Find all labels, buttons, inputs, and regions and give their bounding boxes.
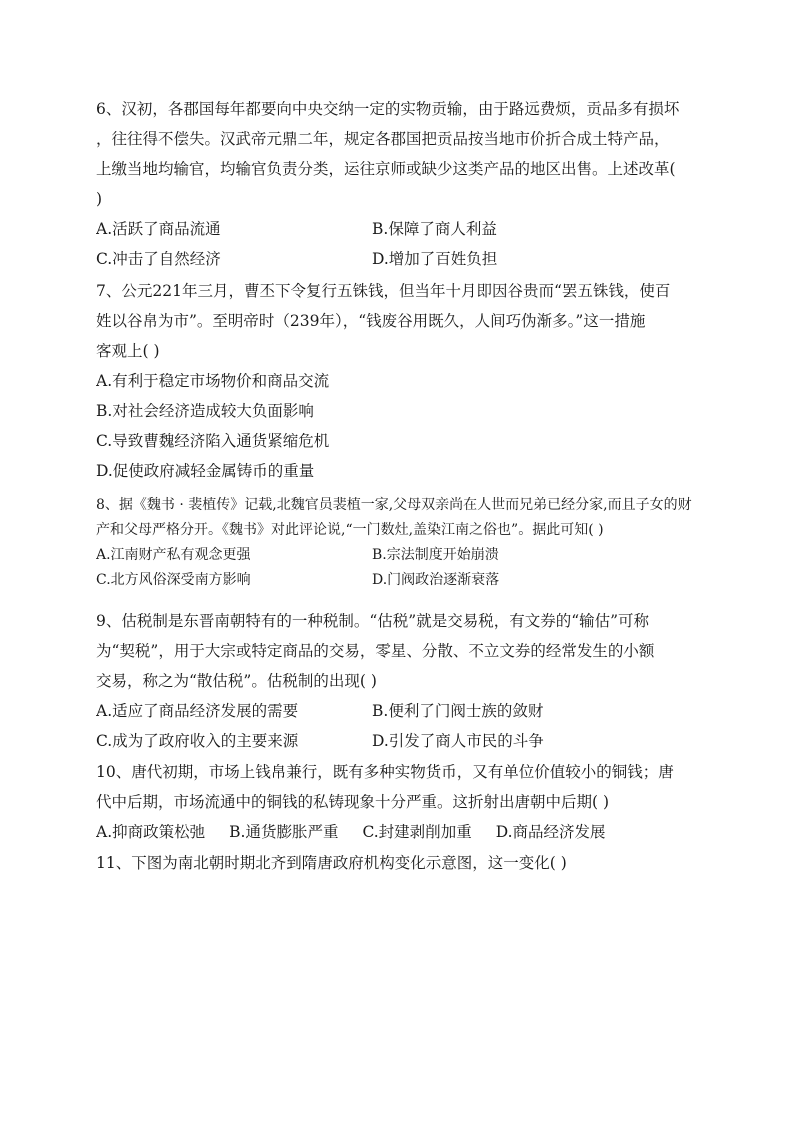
option-a: A.活跃了商品流通 xyxy=(96,220,221,238)
question-text-line: 代中后期，市场流通中的铜钱的私铸现象十分严重。这折射出唐朝中后期( ) xyxy=(96,793,610,811)
option-d: D.门阀政治逐渐衰落 xyxy=(372,572,500,588)
option-c: C.成为了政府收入的主要来源 xyxy=(96,732,299,750)
question-text-line: 6、汉初，各郡国每年都要向中央交纳一定的实物贡输，由于路远费烦，贡品多有损坏 xyxy=(96,100,680,118)
question-text-line: 9、估税制是东晋南朝特有的一种税制。“估税”就是交易税，有文券的“输估”可称 xyxy=(96,612,650,630)
option-d: D.增加了百姓负担 xyxy=(372,250,498,268)
option-b: B.便利了门阀士族的敛财 xyxy=(372,702,544,720)
option-c: C.导致曹魏经济陷入通货紧缩危机 xyxy=(96,432,330,450)
option-row xyxy=(96,726,702,756)
option-row xyxy=(96,214,702,244)
question-text-line: 10、唐代初期，市场上钱帛兼行，既有多种实物货币，又有单位价值较小的铜钱；唐 xyxy=(96,763,674,781)
question-text-line: 姓以谷帛为市”。至明帝时（239年），“钱废谷用既久，人间巧伪渐多。”这一措施 xyxy=(96,312,646,330)
question-8 xyxy=(96,493,702,593)
option-row xyxy=(96,817,702,847)
question-text-line: 11、下图为南北朝时期北齐到隋唐政府机构变化示意图，这一变化( ) xyxy=(96,854,567,872)
question-text-line: 为“契税”，用于大宗或特定商品的交易，零星、分散、不立文券的经常发生的小额 xyxy=(96,642,655,660)
option-b: B.保障了商人利益 xyxy=(372,220,497,238)
question-text-line: 交易，称之为“散估税”。估税制的出现( ) xyxy=(96,672,377,690)
question-text-line: 8、据《魏书 · 裴植传》记载,北魏官员裴植一家,父母双亲尚在人世而兄弟已经分家,而且子女的财 xyxy=(96,497,692,513)
question-10 xyxy=(96,757,702,847)
question-text-line: 7、公元221年三月，曹丕下令复行五铢钱，但当年十月即因谷贵而“罢五铢钱，使百 xyxy=(96,282,671,300)
option-b: B.通货膨胀严重 xyxy=(229,823,339,841)
option-d: D.引发了商人市民的斗争 xyxy=(372,732,544,750)
option-a: A.江南财产私有观念更强 xyxy=(96,547,251,563)
option-b: B.对社会经济造成较大负面影响 xyxy=(96,402,314,420)
question-6 xyxy=(96,94,702,274)
option-c: C.北方风俗深受南方影响 xyxy=(96,572,251,588)
question-text-line: ，往往得不偿失。汉武帝元鼎二年，规定各郡国把贡品按当地市价折合成土特产品， xyxy=(96,130,670,148)
option-d: D.促使政府减轻金属铸币的重量 xyxy=(96,462,315,480)
question-11 xyxy=(96,848,702,878)
question-text-line: 上缴当地均输官，均输官负责分类，运往京师或缺少这类产品的地区出售。上述改革( xyxy=(96,160,676,178)
option-a: A.有利于稳定市场物价和商品交流 xyxy=(96,372,330,390)
question-9 xyxy=(96,606,702,756)
option-row xyxy=(96,568,702,593)
question-text-line: 产和父母严格分开。《魏书》对此评论说,“一门数灶,盖染江南之俗也”。据此可知( ) xyxy=(96,522,604,538)
option-c: C.封建剥削加重 xyxy=(362,823,472,841)
option-row xyxy=(96,244,702,274)
option-a: A.适应了商品经济发展的需要 xyxy=(96,702,299,720)
question-text-line: 客观上( ) xyxy=(96,342,160,360)
option-row xyxy=(96,543,702,568)
question-text-line: ) xyxy=(96,190,103,208)
option-b: B.宗法制度开始崩溃 xyxy=(372,547,499,563)
question-7 xyxy=(96,276,702,486)
option-c: C.冲击了自然经济 xyxy=(96,250,221,268)
option-row xyxy=(96,696,702,726)
option-d: D.商品经济发展 xyxy=(495,823,606,841)
option-a: A.抑商政策松弛 xyxy=(96,823,206,841)
